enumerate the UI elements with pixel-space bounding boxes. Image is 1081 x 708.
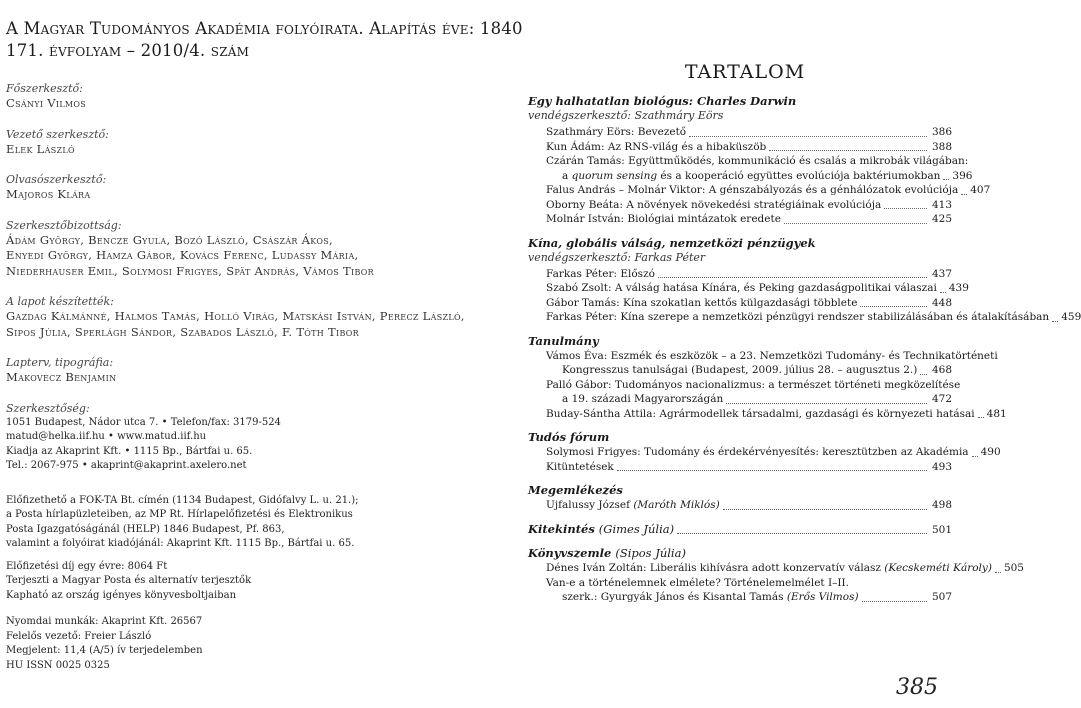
toc-entry[interactable]: Oborny Beáta: A növények növekedési stratégiáinak evolúciója 413 [546, 198, 952, 211]
toc-section-forum: Tudós fórum Solymosi Frigyes: Tudomány és érdekérvényesítés: keresztützben az Akadémia 490 Kitüntetések 493 [528, 430, 1001, 473]
toc-entry[interactable]: Falus András – Molnár Viktor: A génszabályozás és a génhálózatok evolúciója 407 [546, 184, 991, 196]
toc-entry[interactable]: Kun Ádám: Az RNS-világ és a hibaküszöb 388 [546, 140, 952, 153]
toc-entry[interactable]: Solymosi Frigyes: Tudomány és érdekérvényesítés: keresztützben az Akadémia 490 [546, 446, 1001, 458]
toc-entry-line[interactable]: Czárán Tamás: Együttműködés, kommunikáció és csalás a mikrobák világában: [546, 155, 969, 167]
subscription-info: Előfizethető a FOK-TA Bt. címén (1134 Budapest, Gidófalvy L. u. 21.); a Posta hírlapüzleteiben, az MP Rt. Hírlapelőfizetési és Elektronikus Posta Igazgatóságánál (HELP) 1846 Budapest, Pf. 863, valamint a folyóirat kiadójánál: Akaprint Kft. 1115 Bp., Bártfai u. 65. [6, 494, 359, 549]
managing-editor: Vezető szerkesztő: Elek László [6, 127, 109, 156]
toc-section-study: Tanulmány Vámos Éva: Eszmék és eszközök – a 23. Nemzetközi Tudomány- és Technikatörténeti Kongresszus tanulságai (Budapest, 2009. július 28. – augusztus 2.) 468 Palló Gábor: Tudományos nacionalizmus: a természet történeti megközelítése a 19. századi Magyarországán 472 Buday-Sántha Attila: Agrármodellek társadalmi, gazdasági és környezeti hatásai 481 [528, 333, 1007, 420]
toc-entry[interactable]: Dénes Iván Zoltán: Liberális kihívásra adott konzervatív válasz (Kecskeméti Károly) 505 [546, 562, 1024, 574]
toc-entry[interactable]: Farkas Péter: Kína szerepe a nemzetközi pénzügyi rendszer stabilizálásában és átalakításában 459 [546, 311, 1081, 323]
table-of-contents [528, 60, 1081, 605]
printing-info: Nyomdai munkák: Akaprint Kft. 26567 Felelős vezető: Freier László Megjelent: 11,4 (A/5) ív terjedelemben HU ISSN 0025 0325 [6, 616, 203, 671]
toc-section-book-review: Könyvszemle (Sipos Júlia) Dénes Iván Zoltán: Liberális kihívásra adott konzervatív válasz (Kecskeméti Károly) 505 Van-e a történelemnek elmélete? Történelemelmélet I–II. szerk.: Gyurgyák János és Kisantal Tamás (Erős Vilmos) 507 [528, 546, 1024, 603]
toc-title: TARTALOM [684, 61, 806, 83]
editorial-board: Szerkesztőbizottság: Ádám György, Bencze Gyula, Bozó László, Császár Ákos, Enyedi György, Hamza Gábor, Kovács Ferenc, Ludassy Mária, Niederhauser Emil, Solymosi Frigyes, Spät András, Vámos Tibor [6, 218, 374, 278]
toc-entry[interactable]: Farkas Péter: Előszó 437 [546, 267, 952, 280]
toc-section-china: Kína, globális válság, nemzetközi pénzügyek vendégszerkesztő: Farkas Péter Farkas Péter: Előszó 437 Szabó Zsolt: A válság hatása Kínára, és Peking gazdaságpolitikai válaszai 439 Gábor Tamás: Kína szokatlan kettős külgazdasági többlete 448 Farkas Péter: Kína szerepe a nemzetközi pénzügyi rendszer stabilizálásában és átalakításában 459 [528, 235, 1081, 323]
toc-section-outlook [528, 522, 952, 538]
toc-entry[interactable]: Kongresszus tanulságai (Budapest, 2009. július 28. – augusztus 2.) 468 [562, 364, 952, 376]
toc-entry[interactable]: a quorum sensing és a kooperáció együttes evolúciója baktériumokban 396 [562, 169, 973, 182]
toc-entry[interactable]: Ujfalussy József (Maróth Miklós) 498 [546, 499, 952, 511]
copy-editor: Olvasószerkesztő: Majoros Klára [6, 173, 107, 201]
page-number: 385 [896, 675, 938, 700]
price-info: Előfizetési díj egy évre: 8064 Ft Terjeszti a Magyar Posta és alternatív terjesztők Kapható az ország igényes könyvesboltjaiban [6, 560, 252, 601]
editor-in-chief: Főszerkesztő: Csányi Vilmos [6, 82, 87, 110]
toc-entry-line[interactable]: Vámos Éva: Eszmék és eszközök – a 23. Nemzetközi Tudomány- és Technikatörténeti [546, 349, 998, 362]
toc-entry[interactable]: Szathmáry Eörs: Bevezető 386 [546, 126, 952, 138]
toc-entry-line[interactable]: Palló Gábor: Tudományos nacionalizmus: a természet történeti megközelítése [546, 378, 961, 391]
toc-entry[interactable]: Gábor Tamás: Kína szokatlan kettős külgazdasági többlete 448 [546, 296, 952, 309]
toc-entry[interactable]: a 19. századi Magyarországán 472 [562, 393, 952, 405]
contributors: A lapot készítették: Gazdag Kálmánné, Halmos Tamás, Holló Virág, Matskási István, Perecz László, Sipos Júlia, Sperlágh Sándor, Szabados László, F. Tóth Tibor [6, 295, 465, 339]
toc-entry[interactable]: Kitekintés (Gimes Júlia) 501 [528, 521, 952, 536]
editorial-office: Szerkesztőség: 1051 Budapest, Nádor utca 7. • Telefon/fax: 3179-524 matud@helka.iif.hu • www.matud.iif.hu Kiadja az Akaprint Kft. • 1115 Bp., Bártfai u. 65. Tel.: 2067-975 • akaprint@akaprint.axelero.net [6, 401, 281, 471]
toc-entry[interactable]: Szabó Zsolt: A válság hatása Kínára, és Peking gazdaságpolitikai válaszai 439 [546, 282, 969, 294]
masthead-column [6, 18, 523, 673]
journal-founding-line: A Magyar Tudományos Akadémia folyóirata. Alapítás éve: 1840 [6, 19, 523, 38]
toc-entry-line[interactable]: Van-e a történelemnek elmélete? Történelemelmélet I–II. [546, 576, 850, 589]
toc-entry[interactable]: Molnár István: Biológiai mintázatok eredete 425 [546, 213, 952, 225]
toc-entry[interactable]: szerk.: Gyurgyák János és Kisantal Tamás (Erős Vilmos) 507 [562, 591, 952, 603]
toc-entry[interactable]: Buday-Sántha Attila: Agrármodellek társadalmi, gazdasági és környezeti hatásai 481 [546, 407, 1007, 420]
layout-typography: Lapterv, tipográfia: Makovecz Benjamin [6, 356, 117, 384]
toc-section-darwin: Egy halhatatlan biológus: Charles Darwin vendégszerkesztő: Szathmáry Eörs Szathmáry Eörs: Bevezető 386 Kun Ádám: Az RNS-világ és a hibaküszöb 388 Czárán Tamás: Együttműködés, kommunikáció és csalás a mikrobák világában: a quorum sensing és a kooperáció együttes evolúciója baktériumokban 396 Falus András – Molnár Viktor: A génszabályozás és a génhálózatok evolúciója 407 Oborny Beáta: A növények növekedési stratégiáinak evolúciója 413 Molnár István: Biológiai mintázatok eredete 425 [528, 94, 991, 225]
toc-section-memorial: Megemlékezés Ujfalussy József (Maróth Miklós) 498 [528, 483, 952, 511]
issue-line: 171. évfolyam – 2010/4. szám [6, 41, 250, 60]
toc-entry[interactable]: Kitüntetések 493 [546, 460, 952, 473]
